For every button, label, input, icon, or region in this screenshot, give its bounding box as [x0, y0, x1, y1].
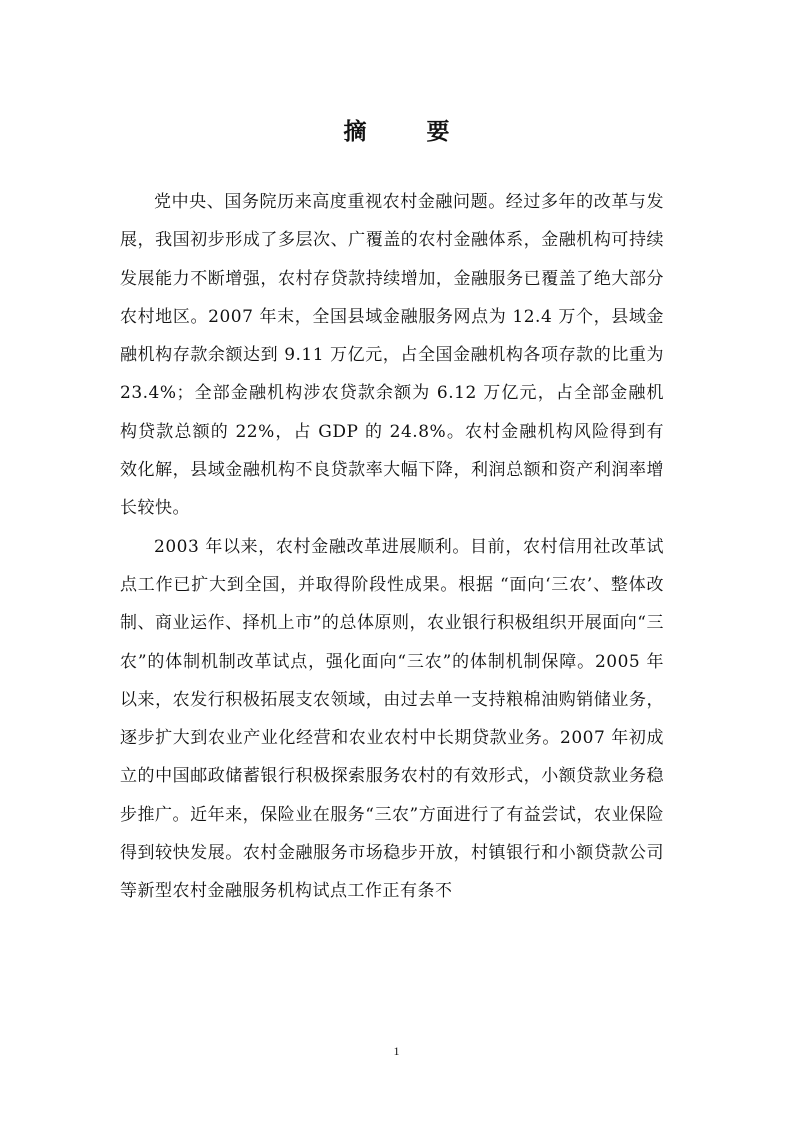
- paragraph-1: 党中央、国务院历来高度重视农村金融问题。经过多年的改革与发展，我国初步形成了多层次、广覆盖的农村金融体系，金融机构可持续发展能力不断增强，农村存贷款持续增加，金融服务已覆盖了绝大部分农村地区。2007 年末，全国县域金融服务网点为 12.4 万个，县域金融机构存款余额达到 9.11 万亿元，占全国金融机构各项存款的比重为 23.4%；全部金融机构涉农贷款余额为 6.12 万亿元，占全部金融机构贷款总额的 22%，占 GDP 的 24.8%。农村金融机构风险得到有效化解，县域金融机构不良贷款率大幅下降，利润总额和资产利润率增长较快。: [120, 192, 664, 519]
- abstract-body: [120, 183, 664, 911]
- page-number: 1: [393, 1044, 400, 1058]
- paragraph-2: 2003 年以来，农村金融改革进展顺利。目前，农村信用社改革试点工作已扩大到全国，并取得阶段性成果。根据 “面向‘三农’、整体改制、商业运作、择机上市”的总体原则，农业银行积极组织开展面向“三农”的体制机制改革试点，强化面向“三农”的体制机制保障。2005 年以来，农发行积极拓展支农领域，由过去单一支持粮棉油购销储业务，逐步扩大到农业产业化经营和农业农村中长期贷款业务。2007 年初成立的中国邮政储蓄银行积极探索服务农村的有效形式，小额贷款业务稳步推广。近年来，保险业在服务“三农”方面进行了有益尝试，农业保险得到较快发展。农村金融服务市场稳步开放，村镇银行和小额贷款公司等新型农村金融服务机构试点工作正有条不: [120, 536, 664, 902]
- page-title: 摘 要: [343, 118, 476, 146]
